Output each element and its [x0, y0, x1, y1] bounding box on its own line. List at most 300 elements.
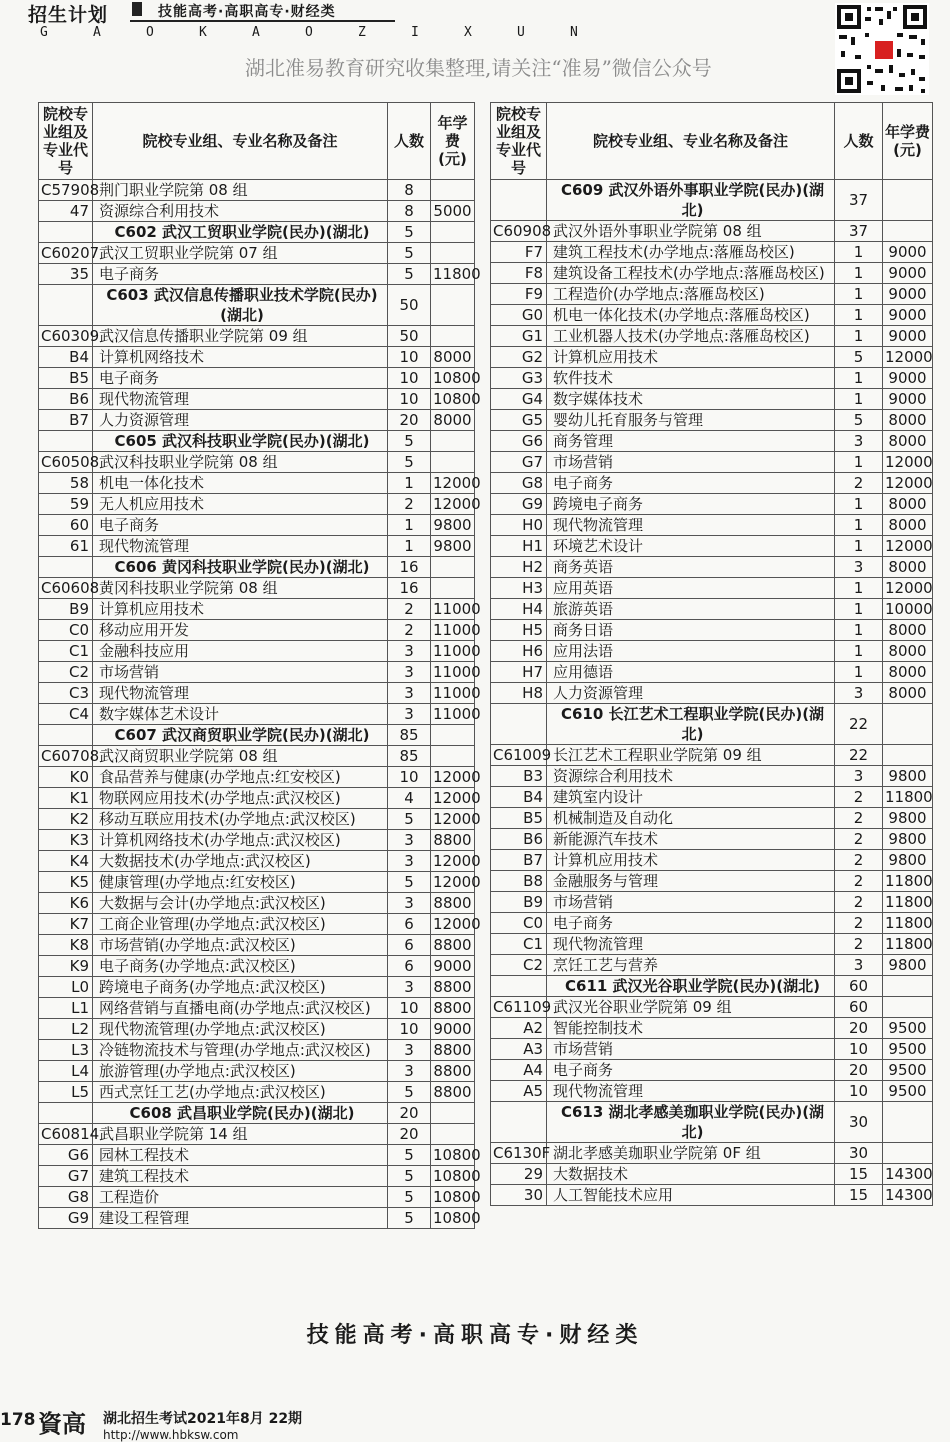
- major-name: 旅游英语: [547, 599, 835, 620]
- school-row: [39, 1103, 475, 1124]
- group-code: C6130F: [491, 1143, 547, 1164]
- major-name: 计算机网络技术: [93, 347, 388, 368]
- major-code: B7: [39, 410, 93, 431]
- major-name: 建筑工程技术(办学地点:落雁岛校区): [547, 242, 835, 263]
- major-name: 数字媒体技术: [547, 389, 835, 410]
- major-name: 现代物流管理: [93, 389, 388, 410]
- major-code: A3: [491, 1039, 547, 1060]
- major-fee: 9000: [883, 242, 933, 263]
- major-row: [491, 557, 933, 578]
- group-fee: [883, 997, 933, 1018]
- major-fee: 9800: [883, 955, 933, 976]
- major-name: 计算机网络技术(办学地点:武汉校区): [93, 830, 388, 851]
- group-code: C61109: [491, 997, 547, 1018]
- group-code: C60207: [39, 243, 93, 264]
- group-fee: [431, 1124, 475, 1145]
- school-name: C610 长江艺术工程职业学院(民办)(湖北): [547, 704, 835, 745]
- school-code: [491, 704, 547, 745]
- major-row: [491, 892, 933, 913]
- major-name: 计算机应用技术: [93, 599, 388, 620]
- major-code: B8: [491, 871, 547, 892]
- group-fee: [431, 180, 475, 201]
- major-row: [491, 473, 933, 494]
- group-name: 武昌职业学院第 14 组: [93, 1124, 388, 1145]
- major-code: K7: [39, 914, 93, 935]
- group-row: [491, 221, 933, 242]
- col-fee-header: 年学费(元): [431, 103, 475, 180]
- major-fee: 11000: [431, 599, 475, 620]
- school-name: C608 武昌职业学院(民办)(湖北): [93, 1103, 388, 1124]
- school-fee: [431, 557, 475, 578]
- major-name: 电子商务: [547, 473, 835, 494]
- group-fee: [431, 326, 475, 347]
- major-row: [491, 641, 933, 662]
- group-row: [491, 1143, 933, 1164]
- group-row: [39, 180, 475, 201]
- major-count: 1: [835, 641, 883, 662]
- major-count: 2: [835, 892, 883, 913]
- major-row: [491, 934, 933, 955]
- school-fee: [883, 1102, 933, 1143]
- major-fee: 12000: [431, 788, 475, 809]
- major-code: 29: [491, 1164, 547, 1185]
- major-code: B4: [491, 787, 547, 808]
- major-fee: 8000: [883, 557, 933, 578]
- major-count: 6: [388, 914, 431, 935]
- major-fee: 8000: [883, 662, 933, 683]
- major-count: 1: [835, 368, 883, 389]
- school-count: 20: [388, 1103, 431, 1124]
- major-count: 1: [835, 263, 883, 284]
- major-code: C1: [491, 934, 547, 955]
- major-fee: 8000: [883, 494, 933, 515]
- major-name: 商务管理: [547, 431, 835, 452]
- major-code: K4: [39, 851, 93, 872]
- major-fee: 10800: [431, 368, 475, 389]
- school-row: [491, 1102, 933, 1143]
- major-fee: 9800: [431, 515, 475, 536]
- group-name: 武汉外语外事职业学院第 08 组: [547, 221, 835, 242]
- group-name: 武汉商贸职业学院第 08 组: [93, 746, 388, 767]
- major-code: G0: [491, 305, 547, 326]
- major-code: G7: [491, 452, 547, 473]
- major-code: B4: [39, 347, 93, 368]
- major-code: G1: [491, 326, 547, 347]
- school-fee: [431, 1103, 475, 1124]
- major-count: 10: [388, 347, 431, 368]
- school-count: 50: [388, 285, 431, 326]
- major-row: [491, 326, 933, 347]
- major-count: 2: [388, 494, 431, 515]
- major-count: 6: [388, 935, 431, 956]
- major-count: 10: [388, 368, 431, 389]
- major-code: K6: [39, 893, 93, 914]
- major-code: 61: [39, 536, 93, 557]
- col-name-header: 院校专业组、专业名称及备注: [547, 103, 835, 180]
- major-count: 1: [835, 494, 883, 515]
- major-code: 58: [39, 473, 93, 494]
- major-row: [491, 662, 933, 683]
- major-code: H4: [491, 599, 547, 620]
- major-row: [491, 410, 933, 431]
- school-code: [39, 222, 93, 243]
- major-code: B3: [491, 766, 547, 787]
- school-row: [39, 725, 475, 746]
- major-count: 10: [388, 767, 431, 788]
- major-code: 59: [39, 494, 93, 515]
- major-code: G5: [491, 410, 547, 431]
- school-code: [39, 725, 93, 746]
- major-row: [39, 662, 475, 683]
- major-code: G4: [491, 389, 547, 410]
- group-name: 武汉光谷职业学院第 09 组: [547, 997, 835, 1018]
- major-count: 5: [388, 1166, 431, 1187]
- major-count: 5: [388, 1082, 431, 1103]
- major-count: 10: [835, 1081, 883, 1102]
- major-name: 金融科技应用: [93, 641, 388, 662]
- major-count: 5: [388, 1208, 431, 1229]
- major-name: 工业机器人技术(办学地点:落雁岛校区): [547, 326, 835, 347]
- major-row: [491, 368, 933, 389]
- group-code: C57908: [39, 180, 93, 201]
- school-fee: [883, 180, 933, 221]
- major-fee: 12000: [431, 914, 475, 935]
- major-name: 大数据技术(办学地点:武汉校区): [93, 851, 388, 872]
- group-name: 长江艺术工程职业学院第 09 组: [547, 745, 835, 766]
- major-count: 3: [835, 683, 883, 704]
- major-name: 人力资源管理: [93, 410, 388, 431]
- major-code: G8: [39, 1187, 93, 1208]
- school-fee: [431, 431, 475, 452]
- major-row: [39, 599, 475, 620]
- major-code: G9: [491, 494, 547, 515]
- school-fee: [431, 725, 475, 746]
- major-code: K8: [39, 935, 93, 956]
- major-row: [39, 1082, 475, 1103]
- group-name: 武汉工贸职业学院第 07 组: [93, 243, 388, 264]
- major-name: 计算机应用技术: [547, 347, 835, 368]
- school-count: 5: [388, 222, 431, 243]
- major-name: 人力资源管理: [547, 683, 835, 704]
- header-bar: [132, 2, 142, 16]
- major-code: C4: [39, 704, 93, 725]
- group-row: [39, 326, 475, 347]
- major-name: 健康管理(办学地点:红安校区): [93, 872, 388, 893]
- major-fee: 12000: [431, 872, 475, 893]
- school-fee: [431, 222, 475, 243]
- major-code: K3: [39, 830, 93, 851]
- group-code: C60608: [39, 578, 93, 599]
- major-name: 机电一体化技术(办学地点:落雁岛校区): [547, 305, 835, 326]
- major-count: 15: [835, 1185, 883, 1206]
- major-code: H6: [491, 641, 547, 662]
- major-fee: 8000: [431, 410, 475, 431]
- major-count: 2: [835, 829, 883, 850]
- major-count: 3: [388, 1040, 431, 1061]
- major-code: B5: [39, 368, 93, 389]
- major-row: [491, 766, 933, 787]
- major-name: 婴幼儿托育服务与管理: [547, 410, 835, 431]
- major-code: H3: [491, 578, 547, 599]
- watermark-text: 湖北准易教育研究收集整理,请关注“准易”微信公众号: [245, 56, 712, 80]
- major-row: [39, 914, 475, 935]
- school-count: 85: [388, 725, 431, 746]
- major-row: [491, 305, 933, 326]
- major-count: 1: [835, 578, 883, 599]
- major-row: [491, 515, 933, 536]
- header-letter: O: [146, 25, 158, 40]
- group-fee: [431, 746, 475, 767]
- group-fee: [431, 578, 475, 599]
- major-name: 现代物流管理: [547, 934, 835, 955]
- major-fee: 10800: [431, 1145, 475, 1166]
- major-name: 电子商务: [93, 368, 388, 389]
- major-row: [39, 683, 475, 704]
- major-count: 4: [388, 788, 431, 809]
- group-code: C60309: [39, 326, 93, 347]
- section-title: 招生计划: [28, 4, 109, 26]
- major-fee: 10800: [431, 1208, 475, 1229]
- group-fee: [883, 221, 933, 242]
- major-count: 10: [388, 1019, 431, 1040]
- group-count: 22: [835, 745, 883, 766]
- major-name: 数字媒体艺术设计: [93, 704, 388, 725]
- major-row: [39, 410, 475, 431]
- major-name: 跨境电子商务: [547, 494, 835, 515]
- major-fee: 10800: [431, 1166, 475, 1187]
- group-code: C61009: [491, 745, 547, 766]
- major-count: 5: [388, 264, 431, 285]
- col-count-header: 人数: [388, 103, 431, 180]
- major-code: B6: [491, 829, 547, 850]
- major-fee: 8000: [883, 515, 933, 536]
- major-name: 现代物流管理: [93, 536, 388, 557]
- major-row: [491, 808, 933, 829]
- major-count: 2: [835, 850, 883, 871]
- major-name: 电子商务: [93, 515, 388, 536]
- major-row: [491, 242, 933, 263]
- major-row: [491, 1060, 933, 1081]
- major-row: [491, 829, 933, 850]
- major-name: 建筑工程技术: [93, 1166, 388, 1187]
- major-fee: 9500: [883, 1018, 933, 1039]
- major-row: [39, 788, 475, 809]
- major-code: 60: [39, 515, 93, 536]
- major-name: 工商企业管理(办学地点:武汉校区): [93, 914, 388, 935]
- major-name: 应用英语: [547, 578, 835, 599]
- major-row: [491, 913, 933, 934]
- major-fee: 9800: [883, 808, 933, 829]
- major-row: [491, 389, 933, 410]
- major-fee: 8000: [883, 431, 933, 452]
- major-count: 15: [835, 1164, 883, 1185]
- major-row: [491, 452, 933, 473]
- major-name: 现代物流管理: [93, 683, 388, 704]
- major-count: 5: [835, 410, 883, 431]
- major-name: 冷链物流技术与管理(办学地点:武汉校区): [93, 1040, 388, 1061]
- major-count: 1: [835, 452, 883, 473]
- major-code: H0: [491, 515, 547, 536]
- major-count: 3: [835, 557, 883, 578]
- major-count: 1: [388, 473, 431, 494]
- major-name: 移动互联应用技术(办学地点:武汉校区): [93, 809, 388, 830]
- major-code: B7: [491, 850, 547, 871]
- school-name: C609 武汉外语外事职业学院(民办)(湖北): [547, 180, 835, 221]
- major-name: 人工智能技术应用: [547, 1185, 835, 1206]
- school-name: C602 武汉工贸职业学院(民办)(湖北): [93, 222, 388, 243]
- major-code: K2: [39, 809, 93, 830]
- school-row: [491, 976, 933, 997]
- school-code: [39, 431, 93, 452]
- major-count: 1: [388, 515, 431, 536]
- major-name: 建设工程管理: [93, 1208, 388, 1229]
- group-fee: [883, 1143, 933, 1164]
- major-fee: 11800: [883, 787, 933, 808]
- major-count: 10: [835, 1039, 883, 1060]
- col-name-header: 院校专业组、专业名称及备注: [93, 103, 388, 180]
- major-name: 电子商务: [93, 264, 388, 285]
- major-count: 1: [835, 620, 883, 641]
- major-name: 金融服务与管理: [547, 871, 835, 892]
- major-code: 47: [39, 201, 93, 222]
- group-count: 5: [388, 452, 431, 473]
- major-fee: 8800: [431, 893, 475, 914]
- major-row: [491, 284, 933, 305]
- major-fee: 9500: [883, 1081, 933, 1102]
- major-fee: 11000: [431, 662, 475, 683]
- group-count: 85: [388, 746, 431, 767]
- group-name: 荆门职业学院第 08 组: [93, 180, 388, 201]
- major-name: 物联网应用技术(办学地点:武汉校区): [93, 788, 388, 809]
- major-code: L4: [39, 1061, 93, 1082]
- school-count: 37: [835, 180, 883, 221]
- major-fee: 12000: [883, 536, 933, 557]
- header-letter: X: [464, 25, 476, 40]
- school-row: [491, 180, 933, 221]
- major-fee: 9800: [431, 536, 475, 557]
- major-code: G8: [491, 473, 547, 494]
- school-code: [491, 976, 547, 997]
- major-row: [39, 893, 475, 914]
- group-row: [39, 452, 475, 473]
- major-row: [39, 368, 475, 389]
- major-row: [491, 1185, 933, 1206]
- major-code: 30: [491, 1185, 547, 1206]
- school-row: [39, 431, 475, 452]
- group-code: C60708: [39, 746, 93, 767]
- major-fee: 9000: [883, 389, 933, 410]
- school-row: [39, 222, 475, 243]
- major-name: 商务日语: [547, 620, 835, 641]
- major-count: 1: [835, 284, 883, 305]
- major-name: 大数据与会计(办学地点:武汉校区): [93, 893, 388, 914]
- major-count: 5: [388, 1145, 431, 1166]
- major-fee: 9000: [883, 284, 933, 305]
- major-count: 2: [835, 787, 883, 808]
- school-code: [39, 1103, 93, 1124]
- col-code-header: 院校专业组及专业代号: [491, 103, 547, 180]
- major-code: C0: [491, 913, 547, 934]
- major-row: [39, 1145, 475, 1166]
- major-name: 园林工程技术: [93, 1145, 388, 1166]
- major-code: F7: [491, 242, 547, 263]
- school-row: [39, 557, 475, 578]
- major-code: A5: [491, 1081, 547, 1102]
- major-fee: 12000: [883, 578, 933, 599]
- major-fee: 8800: [431, 830, 475, 851]
- group-name: 武汉科技职业学院第 08 组: [93, 452, 388, 473]
- major-name: 应用法语: [547, 641, 835, 662]
- school-name: C605 武汉科技职业学院(民办)(湖北): [93, 431, 388, 452]
- major-code: C2: [39, 662, 93, 683]
- major-code: A2: [491, 1018, 547, 1039]
- school-name: C603 武汉信息传播职业技术学院(民办)(湖北): [93, 285, 388, 326]
- qr-code-icon: [835, 3, 929, 95]
- major-fee: 12000: [883, 473, 933, 494]
- major-row: [491, 1164, 933, 1185]
- major-count: 2: [835, 473, 883, 494]
- major-name: 现代物流管理: [547, 1081, 835, 1102]
- major-fee: 11800: [883, 892, 933, 913]
- header-letter: K: [199, 25, 211, 40]
- major-count: 2: [388, 620, 431, 641]
- major-code: H7: [491, 662, 547, 683]
- major-count: 3: [388, 641, 431, 662]
- major-row: [39, 998, 475, 1019]
- major-count: 2: [835, 808, 883, 829]
- major-row: [39, 641, 475, 662]
- group-row: [39, 746, 475, 767]
- major-name: 旅游管理(办学地点:武汉校区): [93, 1061, 388, 1082]
- major-fee: 9000: [431, 1019, 475, 1040]
- major-name: 计算机应用技术: [547, 850, 835, 871]
- major-row: [39, 830, 475, 851]
- major-name: 无人机应用技术: [93, 494, 388, 515]
- major-count: 6: [388, 956, 431, 977]
- major-row: [39, 1061, 475, 1082]
- group-fee: [431, 243, 475, 264]
- major-row: [39, 1166, 475, 1187]
- group-count: 8: [388, 180, 431, 201]
- major-code: A4: [491, 1060, 547, 1081]
- school-row: [491, 704, 933, 745]
- major-fee: 12000: [431, 851, 475, 872]
- school-fee: [883, 704, 933, 745]
- major-count: 8: [388, 201, 431, 222]
- major-count: 1: [835, 389, 883, 410]
- major-row: [39, 956, 475, 977]
- major-name: 智能控制技术: [547, 1018, 835, 1039]
- major-count: 3: [388, 977, 431, 998]
- header-letter: U: [517, 25, 529, 40]
- major-code: C0: [39, 620, 93, 641]
- major-count: 3: [388, 1061, 431, 1082]
- major-name: 资源综合利用技术: [547, 766, 835, 787]
- major-code: G6: [39, 1145, 93, 1166]
- group-row: [491, 745, 933, 766]
- major-fee: 8000: [431, 347, 475, 368]
- major-name: 应用德语: [547, 662, 835, 683]
- major-code: G3: [491, 368, 547, 389]
- major-row: [491, 494, 933, 515]
- major-count: 3: [388, 830, 431, 851]
- major-code: H1: [491, 536, 547, 557]
- major-code: F8: [491, 263, 547, 284]
- major-name: 电子商务: [547, 913, 835, 934]
- major-fee: 12000: [431, 473, 475, 494]
- major-count: 5: [388, 809, 431, 830]
- major-fee: 11000: [431, 704, 475, 725]
